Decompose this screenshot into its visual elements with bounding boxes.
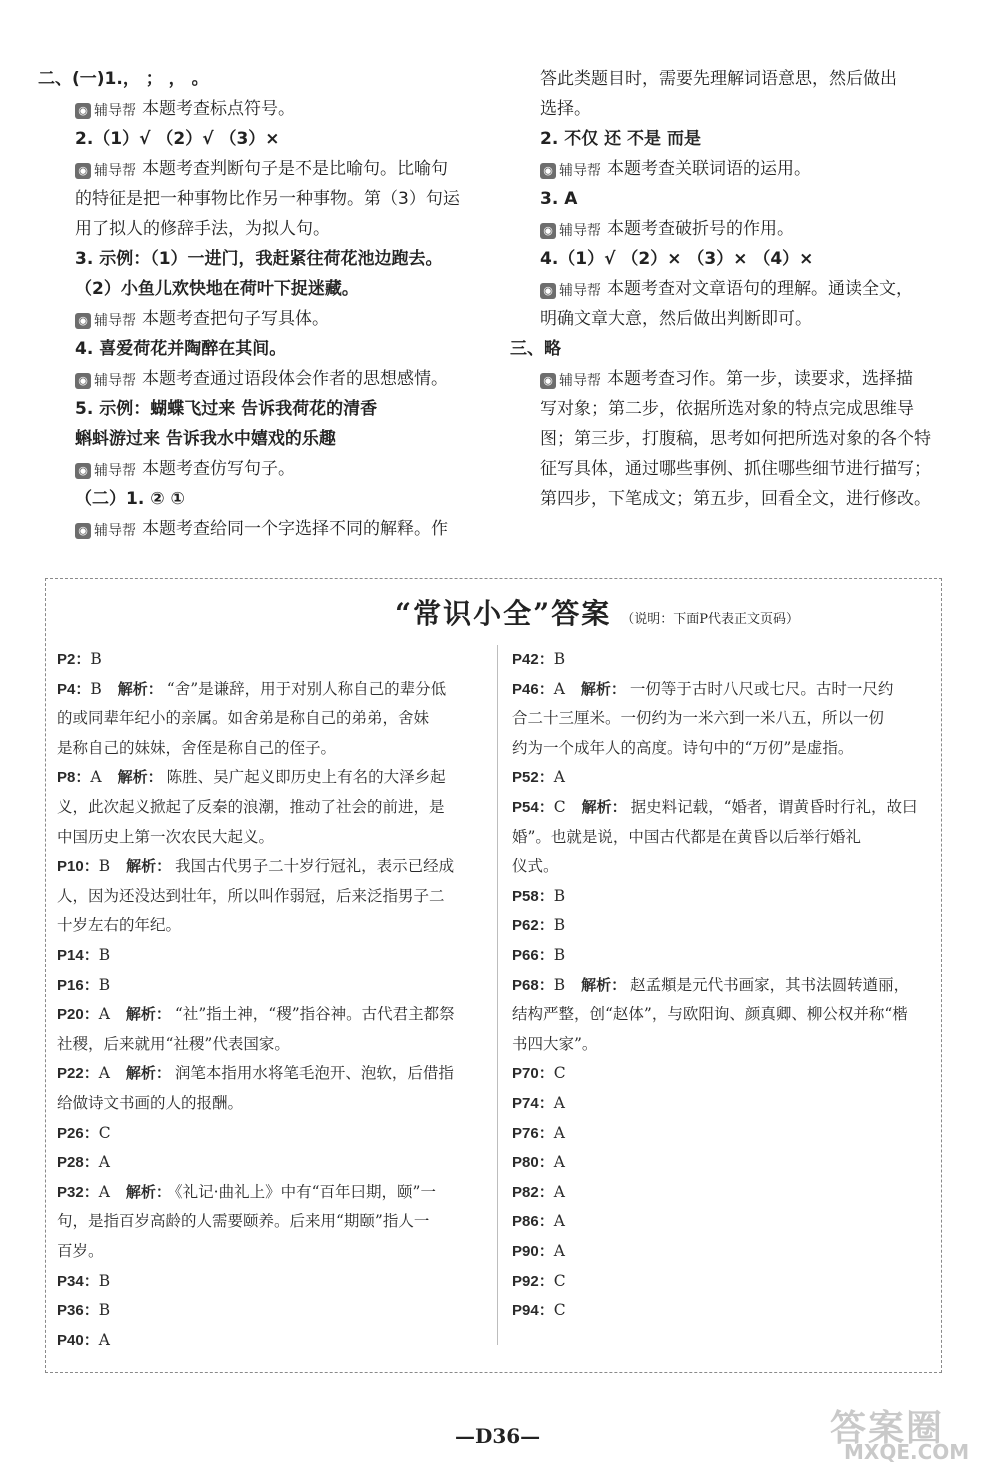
answer-row: 是称自己的妹妹，舍侄是称自己的侄子。 bbox=[57, 738, 337, 757]
watermark bbox=[830, 1400, 990, 1466]
answer-row: 句，是指百岁高龄的人需要颐养。后来用“期颐”指人一 bbox=[57, 1212, 430, 1231]
answer-letter: A bbox=[98, 1064, 110, 1083]
answer-row bbox=[57, 1059, 454, 1088]
page-ref: P22： bbox=[57, 1065, 99, 1083]
answer-letter: B bbox=[98, 975, 111, 994]
answer-letter: A bbox=[553, 679, 565, 698]
answer-row bbox=[512, 1059, 566, 1088]
text-line: 图；第三步，打腹稿，思考如何把所选对象的各个特 bbox=[540, 429, 931, 449]
page-ref: P42： bbox=[512, 651, 554, 668]
page-ref: P62： bbox=[512, 917, 554, 935]
answer-row: 结构严整，创“赵体”，与欧阳询、颜真卿、柳公权并称“楷 bbox=[512, 1005, 908, 1024]
tip-line: ◉ 辅导帮 本题考查通过语段体会作者的思想感情。 bbox=[75, 364, 448, 396]
page-ref: P52： bbox=[512, 769, 554, 787]
tip-line: ◉ 辅导帮 本题考查标点符号。 bbox=[75, 94, 295, 126]
answer-row bbox=[57, 1326, 110, 1355]
answer-letter: A bbox=[553, 1153, 565, 1172]
answer-letter: B bbox=[98, 1301, 111, 1320]
answer-row: 给做诗文书画的人的报酬。 bbox=[57, 1094, 244, 1112]
page-ref: P92： bbox=[512, 1272, 554, 1290]
analysis-text: 陈胜、吴广起义即历史上有名的大泽乡起 bbox=[166, 768, 446, 787]
page-ref: P2： bbox=[57, 651, 91, 668]
answer-letter: A bbox=[90, 768, 102, 787]
page-ref: P82： bbox=[512, 1183, 554, 1201]
answer-row: 合二十三厘米。一仞约为一米六到一米八五，所以一仞 bbox=[512, 709, 885, 728]
answer-line: 2. 不仅 还 不是 而是 bbox=[540, 129, 701, 149]
page-number: —D36— bbox=[455, 1424, 541, 1448]
box-title bbox=[395, 592, 799, 632]
tip-tag: ◉ 辅导帮 bbox=[75, 456, 136, 486]
answer-letter: A bbox=[98, 1182, 110, 1201]
answer-letter: B bbox=[553, 650, 566, 668]
answer-letter: A bbox=[98, 1005, 110, 1024]
answer-letter: C bbox=[553, 1301, 566, 1320]
answer-row bbox=[512, 1148, 565, 1177]
page-ref: P74： bbox=[512, 1095, 554, 1112]
answer-row bbox=[512, 645, 565, 674]
answer-row: 婚”。也就是说，中国古代都是在黄昏以后举行婚礼 bbox=[512, 827, 861, 846]
tip-tag: ◉ 辅导帮 bbox=[75, 516, 136, 546]
answer-letter: B bbox=[98, 946, 111, 964]
answer-row: 十岁左右的年纪。 bbox=[57, 916, 182, 935]
answer-letter: B bbox=[553, 916, 566, 935]
answer-line: 4. 喜爱荷花并陶醉在其间。 bbox=[75, 339, 287, 359]
analysis-label: 解析： bbox=[117, 769, 163, 787]
answer-row bbox=[57, 1148, 110, 1177]
answer-row: 社稷，后来就用“社稷”代表国家。 bbox=[57, 1034, 290, 1053]
answer-row: 人，因为还没达到壮年，所以叫作弱冠，后来泛指男子二 bbox=[57, 886, 445, 905]
tip-tag: ◉ 辅导帮 bbox=[540, 216, 601, 246]
page-ref: P70： bbox=[512, 1065, 554, 1083]
answer-letter: C bbox=[553, 1064, 566, 1083]
answer-row bbox=[57, 1296, 110, 1325]
column-divider bbox=[497, 645, 498, 1345]
answer-row: 中国历史上第一次农民大起义。 bbox=[57, 827, 275, 846]
answer-letter: B bbox=[553, 886, 566, 905]
page-ref: P16： bbox=[57, 976, 99, 994]
answer-line: 3. A bbox=[540, 189, 578, 209]
helper-icon: ◉ bbox=[540, 283, 556, 299]
answer-line: 2.（1）√ （2）√ （3）× bbox=[75, 129, 280, 149]
answer-letter: B bbox=[90, 650, 102, 668]
answer-line: 3. 示例：（1）一进门，我赶紧往荷花池边跑去。 bbox=[75, 249, 443, 269]
answer-row bbox=[57, 675, 446, 704]
tip-line: ◉ 辅导帮 本题考查给同一个字选择不同的解释。作 bbox=[75, 514, 448, 546]
tip-tag: ◉ 辅导帮 bbox=[75, 156, 136, 186]
helper-icon: ◉ bbox=[540, 163, 556, 179]
answer-letter: B bbox=[90, 679, 102, 698]
answer-row bbox=[512, 1237, 565, 1266]
answer-line: （2）小鱼儿欢快地在荷叶下捉迷藏。 bbox=[75, 279, 359, 299]
analysis-text: 据史料记载，“婚者，谓黄昏时行礼，故曰 bbox=[630, 798, 918, 816]
tip-tag: ◉ 辅导帮 bbox=[540, 156, 601, 186]
analysis-label: 解析： bbox=[581, 799, 627, 816]
page-ref: P76： bbox=[512, 1124, 554, 1142]
answer-row bbox=[57, 645, 102, 674]
page-ref: P26： bbox=[57, 1124, 99, 1142]
analysis-label: 解析： bbox=[125, 1183, 171, 1201]
text-line: 征写具体，通过哪些事例、抓住哪些细节进行描写； bbox=[540, 459, 931, 479]
tip-tag: ◉ 辅导帮 bbox=[540, 366, 601, 396]
watermark-text: 答案圈 bbox=[830, 1408, 945, 1449]
page-ref: P54： bbox=[512, 799, 554, 816]
answer-row: 书四大家”。 bbox=[512, 1034, 598, 1053]
answer-line: 二、(一)1.， ； ， 。 bbox=[38, 69, 209, 89]
answer-letter: A bbox=[553, 768, 565, 787]
tip-line: ◉ 辅导帮 本题考查把句子写具体。 bbox=[75, 304, 329, 336]
answer-letter: A bbox=[553, 1212, 565, 1231]
page-ref: P46： bbox=[512, 680, 554, 698]
helper-icon: ◉ bbox=[75, 463, 91, 479]
answer-row bbox=[57, 1000, 455, 1029]
text-line: 第四步，下笔成文；第五步，回看全文，进行修改。 bbox=[540, 489, 931, 509]
answer-row bbox=[57, 852, 454, 881]
analysis-label: 解析： bbox=[125, 1006, 171, 1024]
page-ref: P86： bbox=[512, 1213, 554, 1231]
page-ref: P66： bbox=[512, 947, 554, 964]
page-ref: P20： bbox=[57, 1006, 99, 1024]
answer-row bbox=[512, 911, 565, 940]
page-ref: P58： bbox=[512, 887, 554, 905]
answer-letter: B bbox=[553, 975, 566, 994]
watermark-url: MXQE.COM bbox=[844, 1440, 970, 1464]
page-ref: P14： bbox=[57, 947, 99, 964]
text-line: 明确文章大意，然后做出判断即可。 bbox=[540, 309, 812, 329]
page-ref: P8： bbox=[57, 769, 91, 787]
answer-line: 三、略 bbox=[510, 339, 561, 359]
answer-row bbox=[57, 763, 446, 792]
page-ref: P34： bbox=[57, 1272, 99, 1290]
tip-line: ◉ 辅导帮 本题考查破折号的作用。 bbox=[540, 214, 794, 246]
answer-letter: C bbox=[98, 1123, 111, 1142]
answer-row bbox=[57, 1267, 110, 1296]
helper-icon: ◉ bbox=[75, 163, 91, 179]
page-ref: P40： bbox=[57, 1331, 99, 1349]
answer-line: 蝌蚪游过来 告诉我水中嬉戏的乐趣 bbox=[75, 429, 336, 449]
text-line: 的特征是把一种事物比作另一种事物。第（3）句运 bbox=[75, 189, 460, 209]
helper-icon: ◉ bbox=[75, 313, 91, 329]
tip-tag: ◉ 辅导帮 bbox=[75, 96, 136, 126]
answer-row: 的或同辈年纪小的亲属。如舍弟是称自己的弟弟，舍妹 bbox=[57, 709, 430, 728]
box-note: （说明：下面P代表正文页码） bbox=[621, 612, 799, 627]
answer-letter: A bbox=[98, 1330, 110, 1349]
helper-icon: ◉ bbox=[75, 523, 91, 539]
analysis-label: 解析： bbox=[126, 858, 172, 876]
tip-tag: ◉ 辅导帮 bbox=[75, 366, 136, 396]
tip-tag: ◉ 辅导帮 bbox=[540, 276, 601, 306]
page-ref: P80： bbox=[512, 1154, 554, 1172]
analysis-text: “社”指土神，“稷”指谷神。古代君主都祭 bbox=[174, 1005, 455, 1024]
answer-letter: C bbox=[553, 798, 566, 816]
answer-row bbox=[512, 1296, 566, 1325]
answer-line: （二）1. ② ① bbox=[75, 489, 185, 509]
answer-row: 义，此次起义掀起了反秦的浪潮，推动了社会的前进，是 bbox=[57, 798, 445, 816]
tip-line: ◉ 辅导帮 本题考查关联词语的运用。 bbox=[540, 154, 811, 186]
text-line: 选择。 bbox=[540, 99, 591, 119]
page-ref: P94： bbox=[512, 1302, 554, 1320]
answer-letter: A bbox=[553, 1182, 565, 1201]
page-ref: P32： bbox=[57, 1183, 99, 1201]
answer-letter: B bbox=[553, 946, 566, 964]
analysis-text: 《礼记·曲礼上》中有“百年曰期，颐”一 bbox=[174, 1182, 436, 1201]
answer-row bbox=[512, 941, 565, 970]
answer-letter: C bbox=[553, 1271, 566, 1290]
answer-row bbox=[57, 1178, 436, 1207]
helper-icon: ◉ bbox=[540, 373, 556, 389]
page-ref: P36： bbox=[57, 1302, 99, 1320]
answer-row bbox=[512, 1178, 565, 1207]
text-line: 用了拟人的修辞手法，为拟人句。 bbox=[75, 219, 330, 239]
answer-row: 仪式。 bbox=[512, 857, 559, 876]
page-ref: P68： bbox=[512, 976, 554, 994]
answer-letter: B bbox=[98, 1271, 111, 1290]
answer-row: 约为一个成年人的高度。诗句中的“万仞”是虚指。 bbox=[512, 738, 854, 757]
answer-row bbox=[57, 941, 110, 970]
answer-row bbox=[512, 793, 918, 822]
analysis-label: 解析： bbox=[125, 1065, 171, 1083]
answer-letter: B bbox=[98, 857, 111, 876]
answer-letter: A bbox=[553, 1094, 565, 1112]
analysis-label: 解析： bbox=[117, 680, 163, 698]
answer-line: 5. 示例：蝴蝶飞过来 告诉我荷花的清香 bbox=[75, 399, 378, 419]
tip-line: ◉ 辅导帮 本题考查习作。第一步，读要求，选择描 bbox=[540, 364, 913, 396]
answer-line: 4.（1）√ （2）× （3）× （4）× bbox=[540, 249, 814, 269]
answer-letter: A bbox=[553, 1242, 565, 1260]
helper-icon: ◉ bbox=[75, 103, 91, 119]
page-ref: P10： bbox=[57, 858, 99, 876]
answer-row bbox=[512, 675, 893, 704]
page-ref: P4： bbox=[57, 680, 91, 698]
answer-row bbox=[512, 971, 909, 1000]
analysis-text: “舍”是谦辞，用于对别人称自己的辈分低 bbox=[166, 679, 447, 698]
analysis-text: 一仞等于古时八尺或七尺。古时一尺约 bbox=[629, 679, 894, 698]
analysis-text: 润笔本指用水将笔毛泡开、泡软，后借指 bbox=[174, 1064, 454, 1083]
tip-tag: ◉ 辅导帮 bbox=[75, 306, 136, 336]
answer-row bbox=[512, 1119, 565, 1148]
page-ref: P90： bbox=[512, 1243, 554, 1260]
helper-icon: ◉ bbox=[540, 223, 556, 239]
answer-letter: A bbox=[98, 1153, 110, 1172]
tip-line: ◉ 辅导帮 本题考查对文章语句的理解。通读全文， bbox=[540, 274, 913, 306]
tip-line: ◉ 辅导帮 本题考查判断句子是不是比喻句。比喻句 bbox=[75, 154, 448, 186]
answer-letter: A bbox=[553, 1123, 565, 1142]
answer-row bbox=[512, 763, 565, 792]
analysis-text: 我国古代男子二十岁行冠礼，表示已经成 bbox=[175, 857, 455, 876]
answer-row bbox=[512, 1267, 566, 1296]
text-line: 答此类题目时，需要先理解词语意思，然后做出 bbox=[540, 69, 897, 89]
answer-row bbox=[512, 1207, 565, 1236]
tip-line: ◉ 辅导帮 本题考查仿写句子。 bbox=[75, 454, 295, 486]
page-ref: P28： bbox=[57, 1154, 99, 1172]
analysis-text: 赵孟頫是元代书画家，其书法圆转遒丽， bbox=[630, 975, 910, 994]
answer-row bbox=[512, 1089, 565, 1118]
answer-row bbox=[512, 882, 565, 911]
answer-row: 百岁。 bbox=[57, 1242, 104, 1260]
text-line: 写对象；第二步，依据所选对象的特点完成思维导 bbox=[540, 399, 914, 419]
answer-row bbox=[57, 971, 110, 1000]
box-title-text: “常识小全”答案 bbox=[395, 597, 612, 630]
helper-icon: ◉ bbox=[75, 373, 91, 389]
analysis-label: 解析： bbox=[580, 680, 626, 698]
analysis-label: 解析： bbox=[581, 976, 627, 994]
answer-row bbox=[57, 1119, 111, 1148]
